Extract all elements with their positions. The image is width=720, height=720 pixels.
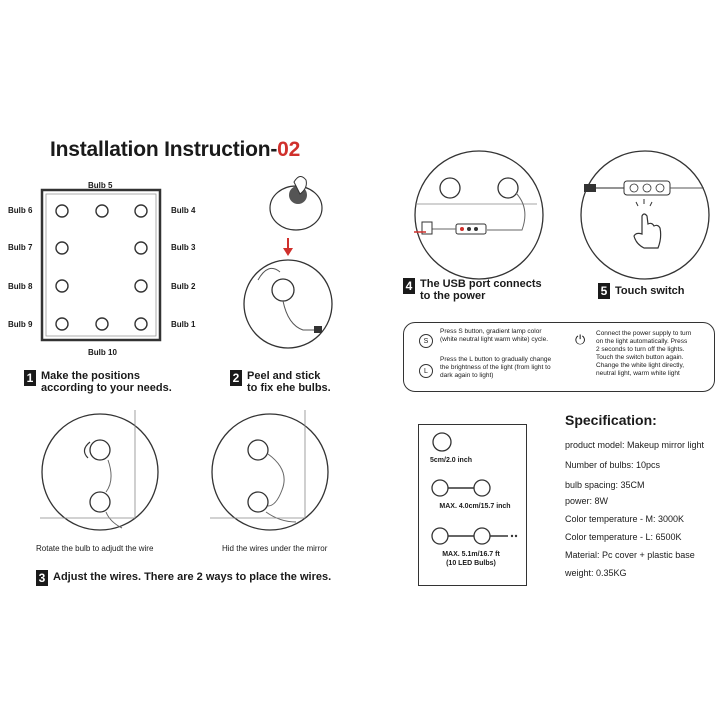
l-button-description: Press the L button to gradually change the brightness of the light (from light to dark again to light) [440, 356, 552, 379]
bulb-label: Bulb 1 [171, 320, 196, 329]
step-number: 2 [230, 370, 242, 386]
bulb-8 [56, 280, 68, 292]
specification-title: Specification: [565, 412, 657, 428]
spec-item: Material: Pc cover + plastic base [565, 550, 695, 560]
power-description: Connect the power supply to turn on the light automatically. Press 2 seconds to turn off the lights. Touch the switch button again. Change the white light directly, neutral light, warm white light [596, 330, 692, 377]
spec-item: power: 8W [565, 496, 609, 506]
spec-item: Number of bulbs: 10pcs [565, 460, 661, 470]
spec-item: weight: 0.35KG [565, 568, 627, 578]
bulb-6 [56, 205, 68, 217]
step-1: 1 Make the positions according to your needs. [24, 370, 172, 394]
l-button-icon: L [419, 364, 433, 378]
step-3: 3 Adjust the wires. There are 2 ways to place the wires. [36, 570, 331, 586]
bulb-7 [56, 242, 68, 254]
mirror-bulb-layout-diagram [0, 170, 220, 370]
touch-switch-illustration [578, 148, 713, 283]
bulb-2 [135, 280, 147, 292]
step-number: 4 [403, 278, 415, 294]
bulb-label: Bulb 7 [8, 243, 33, 252]
caption-rotate: Rotate the bulb to adjudt the wire [36, 544, 154, 553]
bulb-spacing-label: MAX. 4.0cm/15.7 inch [439, 503, 511, 510]
spec-item: bulb spacing: 35CM [565, 480, 645, 490]
hide-wires-diagram [210, 410, 330, 540]
bulb-1 [135, 318, 147, 330]
bulb-label: Bulb 5 [88, 181, 113, 190]
bulb-label: Bulb 3 [171, 243, 196, 252]
cable-length-label: MAX. 5.1m/16.7 ft (10 LED Bulbs) [442, 551, 500, 567]
step-5: 5 Touch switch [598, 283, 684, 299]
bulb-label: Bulb 9 [8, 320, 33, 329]
bulb-label: Bulb 2 [171, 282, 196, 291]
bulb-3 [135, 242, 147, 254]
page-title: Installation Instruction-02 [50, 138, 301, 161]
usb-port-illustration [412, 148, 547, 283]
s-button-description: Press S button, gradient lamp color (white neutral light warm white) cycle. [440, 328, 549, 343]
s-button-icon: S [419, 334, 433, 348]
spec-item: Color temperature - L: 6500K [565, 532, 682, 542]
step-number: 5 [598, 283, 610, 299]
bulb-label: Bulb 10 [88, 348, 117, 357]
rotate-bulb-diagram [40, 410, 160, 540]
step-number: 1 [24, 370, 36, 386]
bulb-label: Bulb 8 [8, 282, 33, 291]
caption-hide: Hid the wires under the mirror [222, 544, 328, 553]
spec-item: product model: Makeup mirror light [565, 440, 705, 450]
bulb-4 [135, 205, 147, 217]
power-icon: ⏻ [575, 332, 586, 347]
step-2: 2 Peel and stick to fix ehe bulbs. [230, 370, 331, 394]
bulb-label: Bulb 4 [171, 206, 196, 215]
bulb-10 [96, 318, 108, 330]
step-number: 3 [36, 570, 48, 586]
bulb-label: Bulb 6 [8, 206, 33, 215]
bulb-size-label: 5cm/2.0 inch [429, 457, 473, 464]
peel-stick-illustration [238, 160, 348, 360]
bulb-9 [56, 318, 68, 330]
bulb-5 [96, 205, 108, 217]
step-4: 4 The USB port connects to the power [403, 278, 542, 302]
spec-item: Color temperature - M: 3000K [565, 514, 685, 524]
